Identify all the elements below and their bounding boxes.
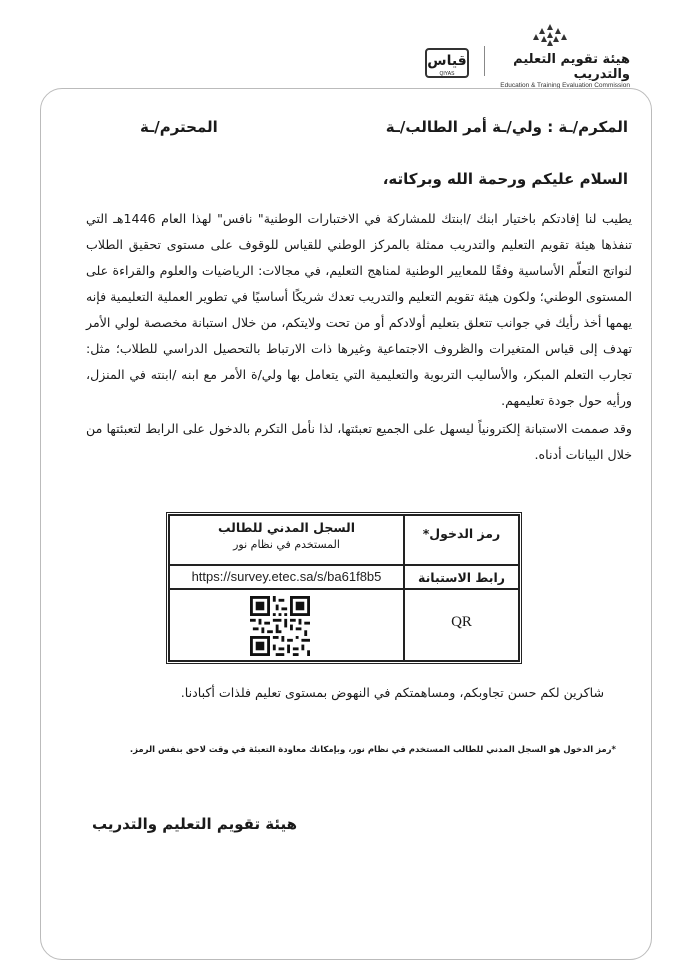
- organization-name-block: [460, 28, 630, 89]
- respected-label: المحترم/ـة: [140, 118, 218, 136]
- thanks-line: شاكرين لكم حسن تجاوبكم، ومساهمتكم في النهوض بمستوى تعليم فلذات أكبادنا.: [180, 685, 604, 700]
- salutation-row: [60, 118, 628, 146]
- organization-name-ar: هيئة تقويم التعليم والتدريب: [513, 52, 630, 82]
- letter-body: [86, 206, 632, 468]
- qr-code-icon[interactable]: [250, 596, 310, 656]
- access-code-label: رمز الدخول*: [404, 515, 519, 565]
- letterhead: [0, 0, 690, 90]
- qr-cell[interactable]: [169, 589, 404, 661]
- student-record-label: السجل المدني للطالب: [217, 520, 356, 535]
- organization-name-en: Education & Training Evaluation Commission: [500, 82, 630, 89]
- student-record-cell: [169, 515, 404, 565]
- survey-info-table: [166, 512, 522, 664]
- signature: هيئة تقويم التعليم والتدريب: [92, 815, 298, 833]
- footnote: *رمز الدخول هو السجل المدني للطالب المستخدم في نظام نور، وبإمكانك معاودة التعبئة في وقت لاحق بنفس الرمز.: [129, 745, 616, 755]
- survey-link-label: رابط الاستبانة: [404, 565, 519, 589]
- addressee-line: المكرم/ـة : ولي/ـة أمر الطالب/ـة: [385, 118, 628, 136]
- student-record-sub: المستخدم في نظام نور: [233, 538, 340, 551]
- body-paragraph-2: وقد صممت الاستبانة إلكترونياً ليسهل على الجميع تعبئتها، لذا نأمل التكرم بالدخول على الرابط لتعبئتها من خلال البيانات أدناه.: [86, 421, 632, 462]
- qr-label: QR: [404, 589, 519, 661]
- qiyas-logo: [425, 48, 469, 78]
- qiyas-logo-sub: QIYAS: [439, 71, 455, 77]
- qiyas-logo-text: قياس: [427, 53, 467, 69]
- header-divider: [484, 46, 485, 76]
- body-paragraph-1: يطيب لنا إفادتكم باختيار ابنك /ابنتك للمشاركة في الاختبارات الوطنية" نافس" لهذا العام 1446هـ التي تنفذها هيئة تقويم التعليم والتدريب ممثلة بالمركز الوطني للقياس للوقوف على مستوى تحقيق الطلاب لنواتج التعلّم الأساسية وفقًا للمعايير الوطنية لمناهج التعليم، في مجالات: الرياضيات والعلوم والقراءة على المستوى الوطني؛ ولكون هيئة تقويم التعليم والتدريب تعدك شريكًا أساسيًا في تطوير العملية التعليمية فإنه يهمها أخذ رأيك في جوانب تتعلق بتعليم أولادكم أو من تحت ولايتكم، من خلال استبانة مخصصة لولي الأمر تهدف إلى قياس المتغيرات والظروف الاجتماعية وغيرها ذات الارتباط بالتحصيل الدراسي للطلاب؛ مثل: تجارب التعلم المبكر، والأساليب التربوية والتعليمية التي يتعامل بها ولي/ة الأمر مع ابنه /ابنته في المنزل، ورأيه حول جودة تعليمهم.: [86, 211, 632, 408]
- greeting: السلام عليكم ورحمة الله وبركاته،: [382, 170, 628, 188]
- survey-link[interactable]: https://survey.etec.sa/s/ba61f8b5: [169, 565, 404, 589]
